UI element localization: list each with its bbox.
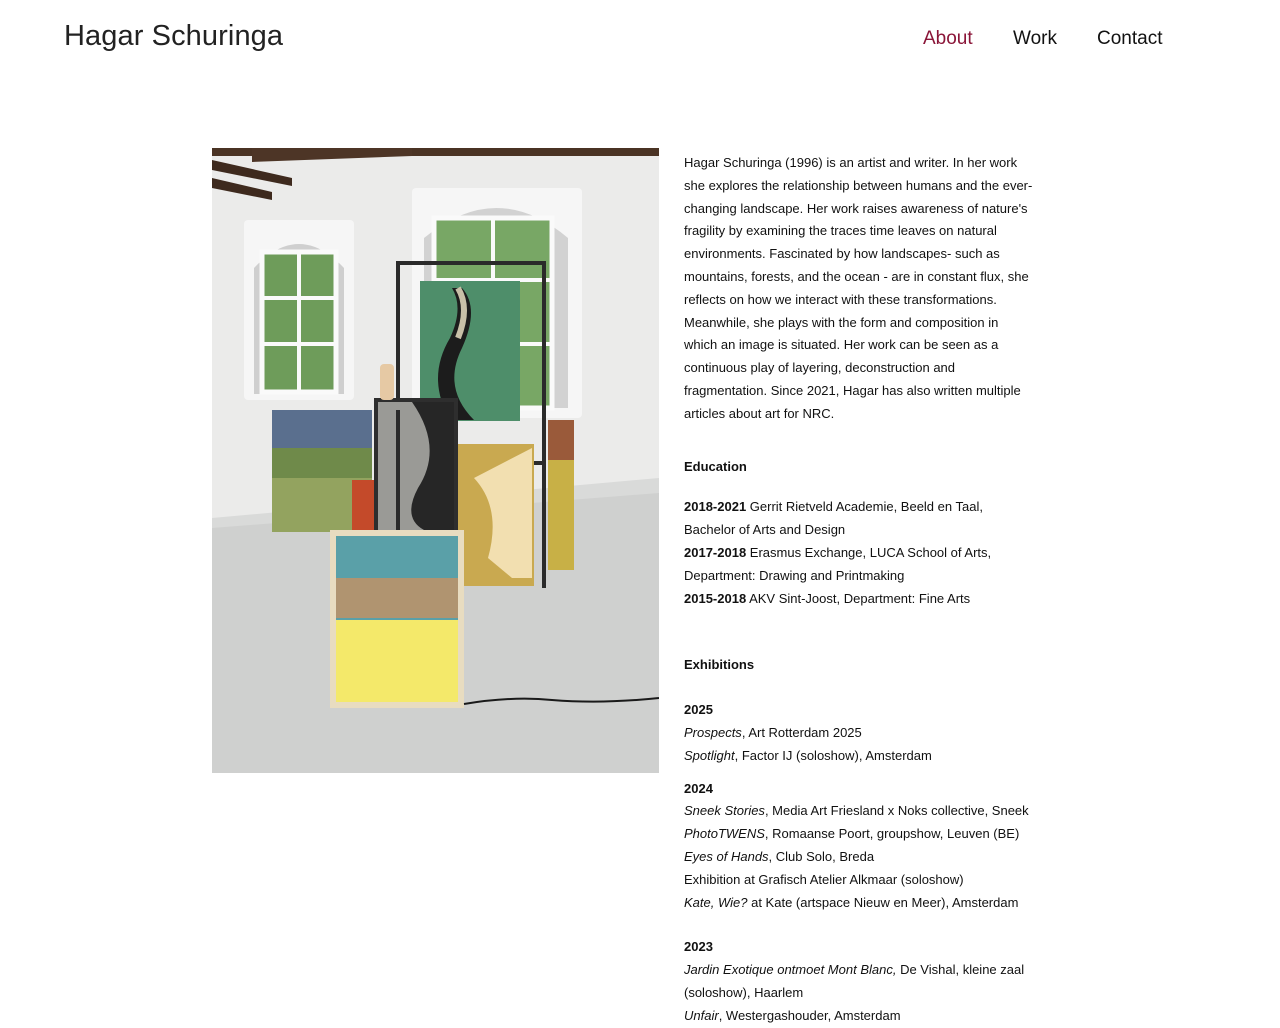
site-title[interactable]: Hagar Schuringa xyxy=(64,20,284,52)
education-description: AKV Sint-Joost, Department: Fine Arts xyxy=(746,590,971,606)
education-entry xyxy=(684,588,1034,611)
main-nav xyxy=(0,28,1280,52)
education-entry xyxy=(684,496,1034,542)
exhibition-title: Kate, Wie? xyxy=(684,894,748,910)
exhibitions-heading: Exhibitions xyxy=(684,657,755,673)
nav-work-link[interactable]: Work xyxy=(1013,28,1057,49)
exhibition-title: Jardin Exotique ontmoet Mont Blanc, xyxy=(684,962,897,978)
exhibition-item xyxy=(684,846,1034,869)
exhibition-item xyxy=(684,1005,1034,1028)
exhibition-year: 2023 xyxy=(684,939,713,955)
exhibition-item xyxy=(684,745,1034,768)
exhibition-year: 2024 xyxy=(684,780,713,796)
exhibition-venue: , Westergashouder, Amsterdam xyxy=(718,1007,901,1023)
exhibition-venue: , Romaanse Poort, groupshow, Leuven (BE) xyxy=(764,826,1020,842)
exhibition-title: Prospects xyxy=(684,724,742,740)
exhibition-title: Spotlight xyxy=(684,747,735,763)
about-content xyxy=(684,152,1034,1028)
education-description: Erasmus Exchange, LUCA School of Arts, Department: Drawing and Printmaking xyxy=(684,544,992,583)
exhibition-venue: , Art Rotterdam 2025 xyxy=(741,724,862,740)
exhibition-item xyxy=(684,800,1034,823)
education-heading: Education xyxy=(684,458,747,474)
exhibition-item xyxy=(684,722,1034,745)
exhibition-title: Unfair xyxy=(684,1007,719,1023)
exhibition-item xyxy=(684,869,1034,892)
exhibition-year: 2025 xyxy=(684,702,713,718)
exhibition-venue: , Club Solo, Breda xyxy=(768,848,875,864)
exhibition-title: Eyes of Hands xyxy=(684,848,769,864)
education-years: 2017-2018 xyxy=(684,544,747,560)
exhibition-venue: Exhibition at Grafisch Atelier Alkmaar (soloshow) xyxy=(684,871,964,887)
exhibition-venue: De Vishal, kleine zaal (soloshow), Haarlem xyxy=(684,962,1025,1000)
exhibition-item xyxy=(684,959,1034,1005)
nav-about-link[interactable]: About xyxy=(923,28,973,49)
education-description: Gerrit Rietveld Academie, Beeld en Taal, Bachelor of Arts and Design xyxy=(684,499,983,538)
exhibition-item xyxy=(684,823,1034,846)
exhibition-venue: at Kate (artspace Nieuw en Meer), Amsterdam xyxy=(747,894,1019,910)
exhibition-title: Sneek Stories xyxy=(684,803,765,819)
nav-contact-link[interactable]: Contact xyxy=(1097,28,1163,49)
exhibition-venue: , Media Art Friesland x Noks collective, Sneek xyxy=(764,803,1029,819)
installation-photo xyxy=(212,148,659,773)
education-years: 2018-2021 xyxy=(684,499,747,515)
education-entry xyxy=(684,542,1034,588)
exhibition-title: PhotoTWENS xyxy=(684,826,765,842)
exhibition-item xyxy=(684,892,1034,915)
education-years: 2015-2018 xyxy=(684,590,747,606)
exhibition-venue: , Factor IJ (soloshow), Amsterdam xyxy=(734,747,932,763)
bio-text: Hagar Schuringa (1996) is an artist and writer. In her work she explores the relationship between humans and the ever-changing landscape. Her work raises awareness of nature's fragility by examining the traces time leaves on natural environments. Fascinated by how landscapes- such as mountains, forests, and the ocean - are in constant flux, she reflects on how we interact with these transformations. Meanwhile, she plays with the form and composition in which an image is situated. Her work can be seen as a continuous play of layering, deconstruction and fragmentation. Since 2021, Hagar has also written multiple articles about art for NRC. xyxy=(684,155,1033,421)
